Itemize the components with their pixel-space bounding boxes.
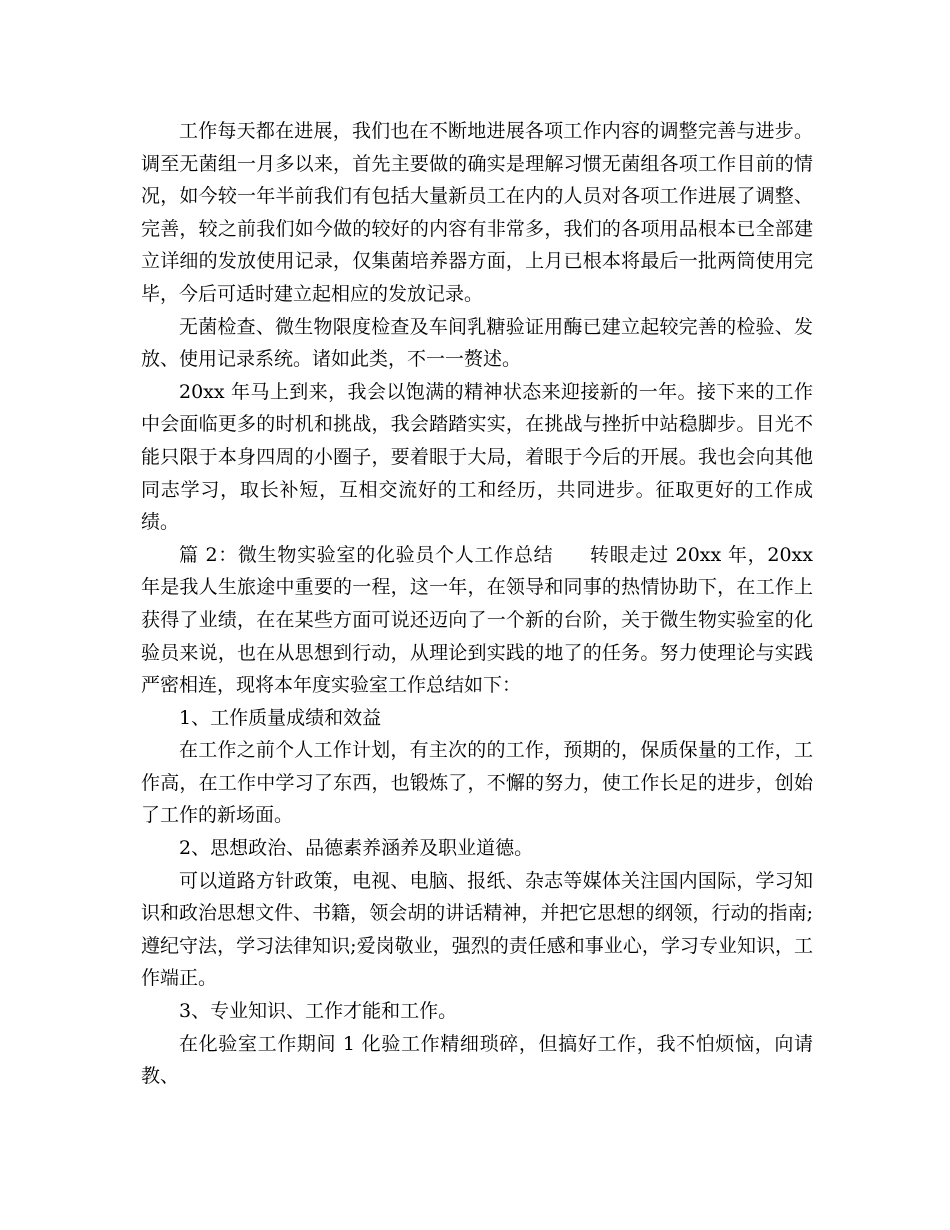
- paragraph-sterile-records: 无菌检查、微生物限度检查及车间乳糖验证用酶已建立起较完善的检验、发放、使用记录系统。诸如此类，不一一赘述。: [141, 315, 813, 371]
- item-1-heading: 1、工作质量成绩和效益: [179, 706, 382, 729]
- item-2-heading: 2、思想政治、品德素养涵养及职业道德。: [179, 837, 534, 860]
- section-2-paragraph: [141, 539, 813, 702]
- section-2-heading: 篇 2：微生物实验室的化验员个人工作总结: [179, 543, 554, 566]
- item-2-body: 可以道路方针政策，电视、电脑、报纸、杂志等媒体关注国内国际，学习知识和政治思想文件、书籍，领会胡的讲话精神，并把它思想的纲领，行动的指南;遵纪守法，学习法律知识;爱岗敬业，强烈的责任感和事业心，学习专业知识，工作端正。: [141, 869, 813, 990]
- item-1-body: 在工作之前个人工作计划，有主次的的工作，预期的，保质保量的工作，工作高，在工作中学习了东西，也锻炼了，不懈的努力，使工作长足的进步，创始了工作的新场面。: [141, 739, 813, 827]
- item-3-heading: 3、专业知识、工作才能和工作。: [179, 1000, 458, 1023]
- item-3-body: 在化验室工作期间 1 化验工作精细琐碎，但搞好工作，我不怕烦恼，向请教、: [141, 1032, 813, 1088]
- paragraph-new-year: 20xx 年马上到来，我会以饱满的精神状态来迎接新的一年。接下来的工作中会面临更多的时机和挑战，我会踏踏实实，在挑战与挫折中站稳脚步。目光不能只限于本身四周的小圈子，要着眼于大局，着眼于今后的开展。我也会向其他同志学习，取长补短，互相交流好的工和经历，共同进步。征取更好的工作成绩。: [141, 380, 813, 534]
- section-2-body: 转眼走过 20xx 年，20xx 年是我人生旅途中重要的一程，这一年，在领导和同事的热情协助下，在工作上获得了业绩，在在某些方面可说还迈向了一个新的台阶，关于微生物实验室的化验员来说，也在从思想到行动，从理论到实践的地了的任务。努力使理论与实践严密相连，现将本年度实验室工作总结如下：: [141, 543, 813, 697]
- document-body: [141, 115, 813, 1093]
- paragraph-intro: 工作每天都在进展，我们也在不断地进展各项工作内容的调整完善与进步。调至无菌组一月多以来，首先主要做的确实是理解习惯无菌组各项工作目前的情况，如今较一年半前我们有包括大量新员工在内的人员对各项工作进展了调整、完善，较之前我们如今做的较好的内容有非常多，我们的各项用品根本已全部建立详细的发放使用记录，仅集菌培养器方面，上月已根本将最后一批两筒使用完毕，今后可适时建立起相应的发放记录。: [141, 120, 813, 305]
